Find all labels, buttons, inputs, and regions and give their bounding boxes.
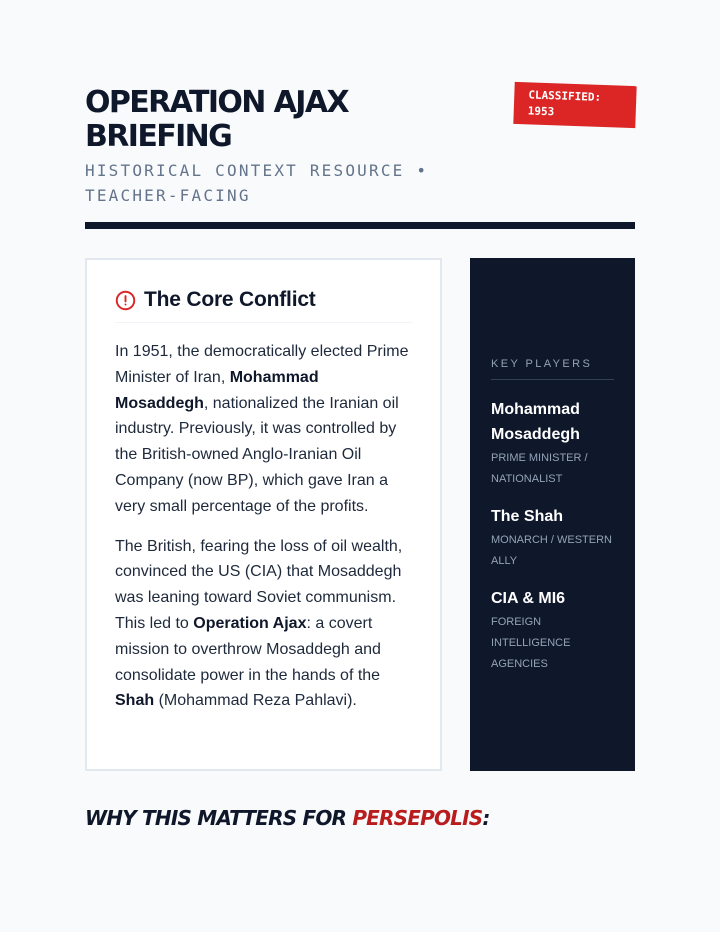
player-item — [491, 586, 614, 675]
player-name: CIA & MI6 — [491, 590, 566, 607]
key-players-panel — [470, 258, 635, 771]
core-conflict-title: The Core Conflict — [144, 288, 316, 311]
player-item — [491, 397, 614, 490]
player-name: The Shah — [491, 508, 564, 525]
alert-circle-icon — [115, 290, 136, 311]
page-subtitle: HISTORICAL CONTEXT RESOURCE • TEACHER-FACING — [85, 161, 429, 205]
player-role: PRIME MINISTER / NATIONALIST — [491, 452, 588, 485]
core-conflict-card — [85, 258, 442, 771]
player-role: MONARCH / WESTERN ALLY — [491, 534, 612, 567]
header-divider — [85, 222, 635, 229]
highlight-shah: Shah — [115, 692, 155, 710]
core-conflict-paragraph-1: In 1951, the democratically elected Prime Minister of Iran, Mohammad Mosaddegh, nationalized the Iranian oil industry. Previously, it was controlled by the British-owned Anglo-Iranian Oil Company (now BP), which gave Iran a very small percentage of the profits. — [115, 343, 409, 515]
persepolis-highlight: PERSEPOLIS — [352, 806, 483, 830]
classified-stamp: CLASSIFIED: 1953 — [513, 82, 636, 128]
key-players-heading: KEY PLAYERS — [491, 358, 614, 380]
core-conflict-header — [115, 288, 412, 323]
player-name: Mohammad Mosaddegh — [491, 401, 580, 443]
core-conflict-paragraph-2: The British, fearing the loss of oil wealth, convinced the US (CIA) that Mosaddegh was leaning toward Soviet communism. This led to Operation Ajax: a covert mission to overthrow Mosaddegh and consolidate power in the hands of the Shah (Mohammad Reza Pahlavi). — [115, 537, 403, 710]
page-title: OPERATION AJAX BRIEFING — [85, 85, 348, 154]
highlight-operation-ajax: Operation Ajax — [193, 614, 307, 632]
player-item — [491, 504, 614, 572]
highlight-mosaddegh: Mohammad Mosaddegh — [115, 368, 319, 412]
player-role: FOREIGN INTELLIGENCE AGENCIES — [491, 616, 571, 670]
why-this-matters-heading: WHY THIS MATTERS FOR PERSEPOLIS: — [85, 806, 490, 830]
